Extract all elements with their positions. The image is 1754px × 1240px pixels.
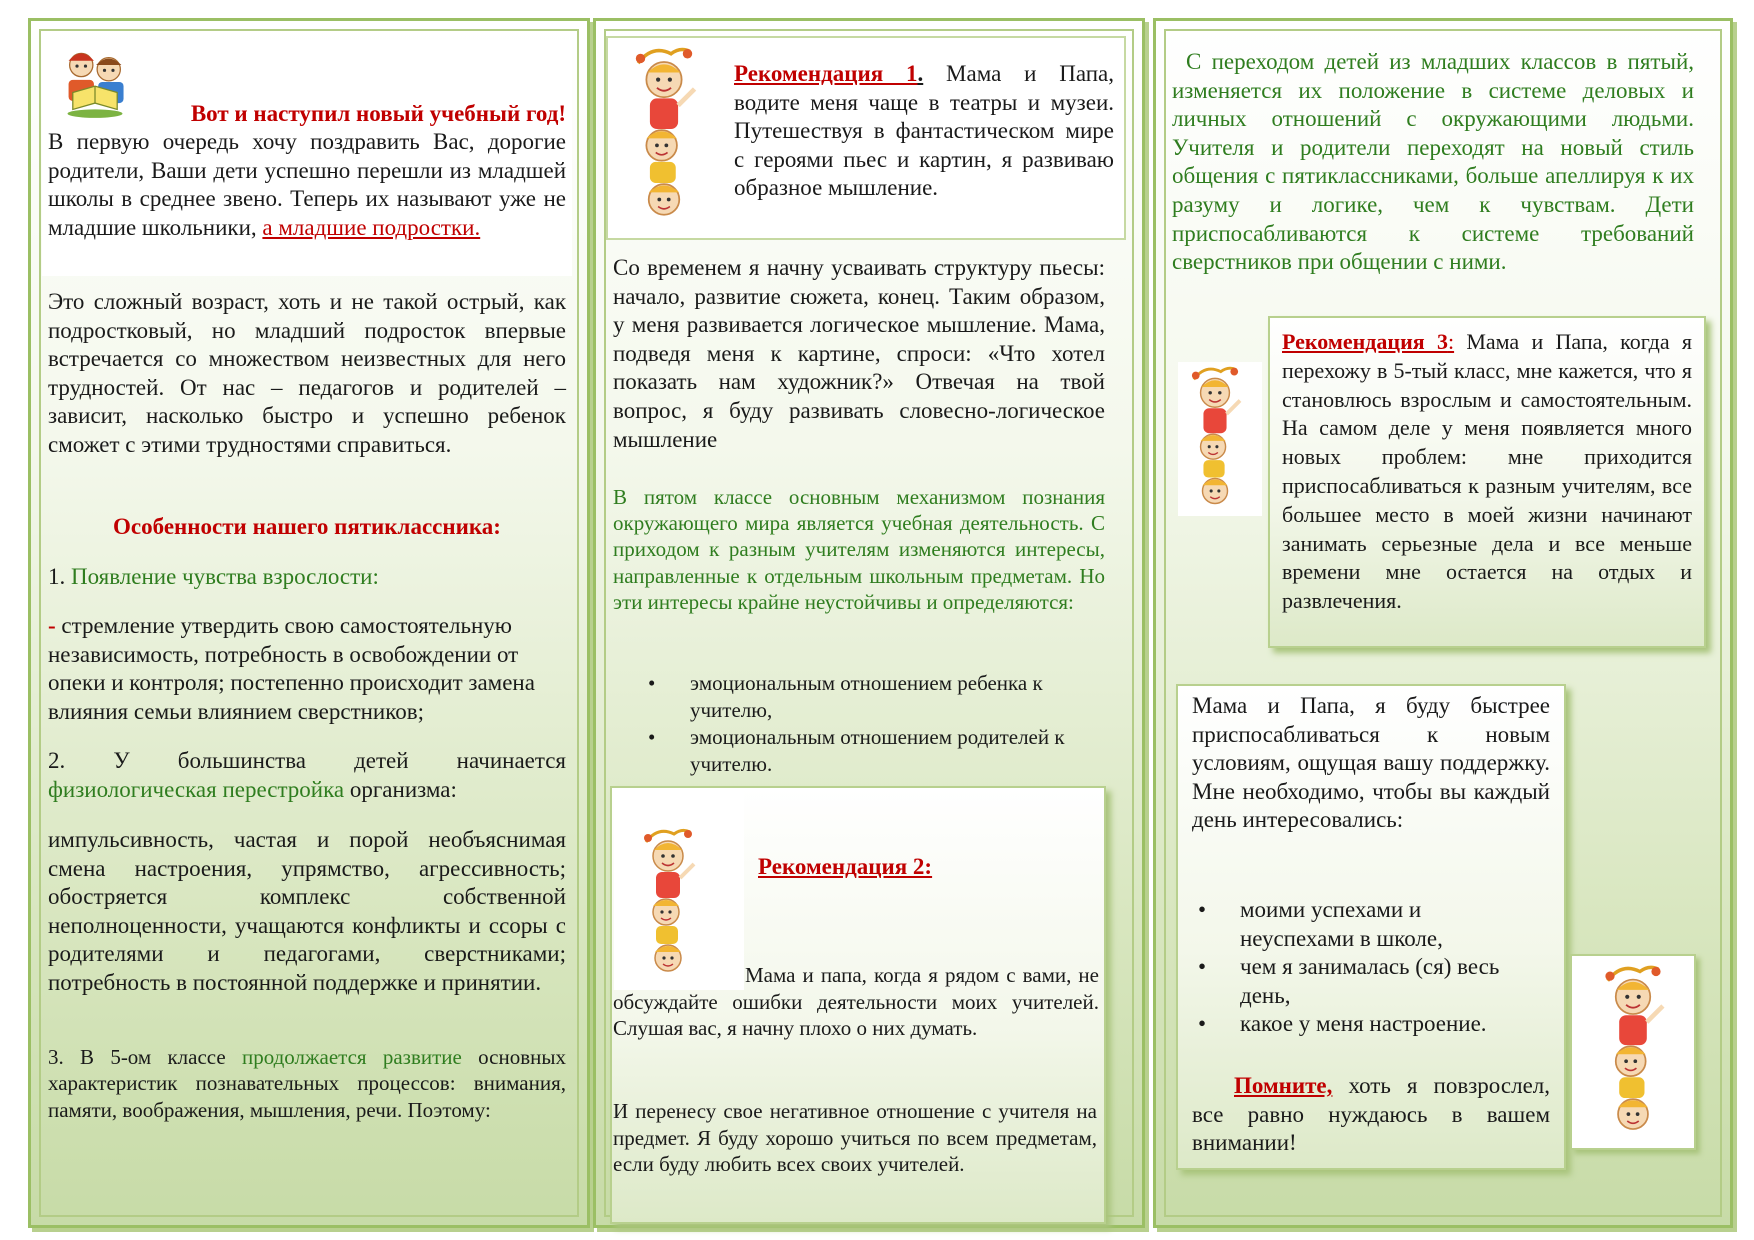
recommendation-3-text: Рекомендация 3: Мама и Папа, когда я перехожу в 5-тый класс, мне кажется, что я становлюсь взрослым и самостоятельным. На самом деле у меня появляется много новых проблем: мне приходится приспосабливаться к разным учителям, все большее место в моей жизни начинают занимать серьезные дела и все меньше времени мне остается на отдых и развлечения. xyxy=(1282,329,1692,614)
recommendation-3-label: Рекомендация 3 xyxy=(1282,329,1448,354)
support-paragraph: Мама и Папа, я буду быстрее приспосабливаться к новым условиям, ощущая вашу поддержку. Мне необходимо, чтобы вы каждый день интересовались: xyxy=(1192,693,1550,833)
list-item: • чем я занималась (ся) весь день, xyxy=(1192,953,1540,1010)
feature-1-text: - стремление утвердить свою самостоятельную независимость, потребность в освобождении от опеки и контроля; постепенно происходит замена влияния семьи влиянием сверстников; xyxy=(48,613,535,724)
recommendation-2-text-continued: И перенесу свое негативное отношение с учителя на предмет. Я буду хорошо учиться по всем предметам, если буду любить всех своих учителей. xyxy=(613,1099,1097,1177)
greeting-intro: В первую очередь хочу поздравить Вас, дорогие родители, Ваши дети успешно перешли из младшей школы в среднее звено. Теперь их называют уже не младшие школьники, а младшие подростки. xyxy=(48,129,566,240)
list-item: • эмоциональным отношением ребенка к учителю, xyxy=(642,670,1104,724)
parent-interest-list xyxy=(1192,896,1540,1039)
difficult-age-paragraph: Это сложный возраст, хоть и не такой острый, как подростковый, но младший подросток впервые встречается со множеством неизвестных для него трудностей. От нас – педагогов и родителей – зависит, насколько быстро и успешно ребенок сможет с этими трудностями справиться. xyxy=(48,289,566,457)
peeking-girl-icon xyxy=(622,42,706,230)
young-teens-link: а младшие подростки. xyxy=(262,214,481,240)
list-item: • какое у меня настроение. xyxy=(1192,1010,1540,1039)
interest-factors-list xyxy=(642,670,1104,778)
feature-1-title: 1. Появление чувства взрослости: xyxy=(48,564,379,589)
list-item: • моими успехами и неуспехами в школе, xyxy=(1192,896,1540,953)
play-structure-paragraph: Со временем я начну усваивать структуру пьесы: начало, развитие сюжета, конец. Таким образом, у меня развивается логическое мышление. Мама, подведя меня к картине, спроси: «Что хотел показать нам художник?» Отвечая на твой вопрос, я буду развивать словесно-логическое мышление xyxy=(613,255,1105,452)
recommendation-2-label: Рекомендация 2: xyxy=(758,854,933,879)
list-item: • эмоциональным отношением родителей к учителю. xyxy=(642,724,1104,778)
greeting-heading: Вот и наступил новый учебный год! xyxy=(190,101,566,126)
reading-children-icon xyxy=(58,46,132,120)
feature-2-text: импульсивность, частая и порой необъяснимая смена настроения, упрямство, агрессивность; обостряется комплекс собственной неполноценности, учащаются конфликты и ссоры с родителями и педагогами, сверстниками; потребность в постоянной поддержке и принятии. xyxy=(48,827,566,995)
remember-note: Помните, хоть я повзрослел, все равно нуждаюсь в вашем внимании! xyxy=(1192,1073,1550,1156)
peeking-girl-icon xyxy=(1180,362,1250,516)
recommendation-1-text: Рекомендация 1. Мама и Папа, водите меня чаще в театры и музеи. Путешествуя в фантастическом мире с героями пьес и картин, я развиваю образное мышление. xyxy=(734,61,1114,201)
feature-3-text: 3. В 5-ом классе продолжается развитие основных характеристик познавательных процессов: внимания, памяти, воображения, мышления, речи. Поэтому: xyxy=(48,1045,566,1122)
recommendation-1-label: Рекомендация 1 xyxy=(734,61,918,86)
transition-paragraph: С переходом детей из младших классов в пятый, изменяется их положение в системе деловых и личных отношений с окружающими людьми. Учителя и родители переходят на новый стиль общения с пятиклассниками, больше апеллируя к их разуму и логике, чем к чувствам. Дети приспосабливаются к системе требований сверстников при общении с ними. xyxy=(1172,49,1694,275)
recommendation-2-text: Мама и папа, когда я рядом с вами, не обсуждайте ошибки деятельности моих учителей. Слушая вас, я начну плохо о них думать. xyxy=(613,963,1099,1041)
learning-activity-paragraph: В пятом классе основным механизмом познания окружающего мира является учебная деятельность. С приходом к разным учителям изменяются интересы, направленные к отдельным школьным предметам. Но эти интересы крайне неустойчивы и определяются: xyxy=(613,485,1105,614)
remember-label: Помните, xyxy=(1234,1073,1333,1098)
feature-2-title: 2. У большинства детей начинается физиологическая перестройка организма: xyxy=(48,748,566,802)
features-title: Особенности нашего пятиклассника: xyxy=(113,514,501,539)
peeking-girl-icon xyxy=(1584,960,1682,1144)
peeking-girl-icon xyxy=(628,824,708,984)
